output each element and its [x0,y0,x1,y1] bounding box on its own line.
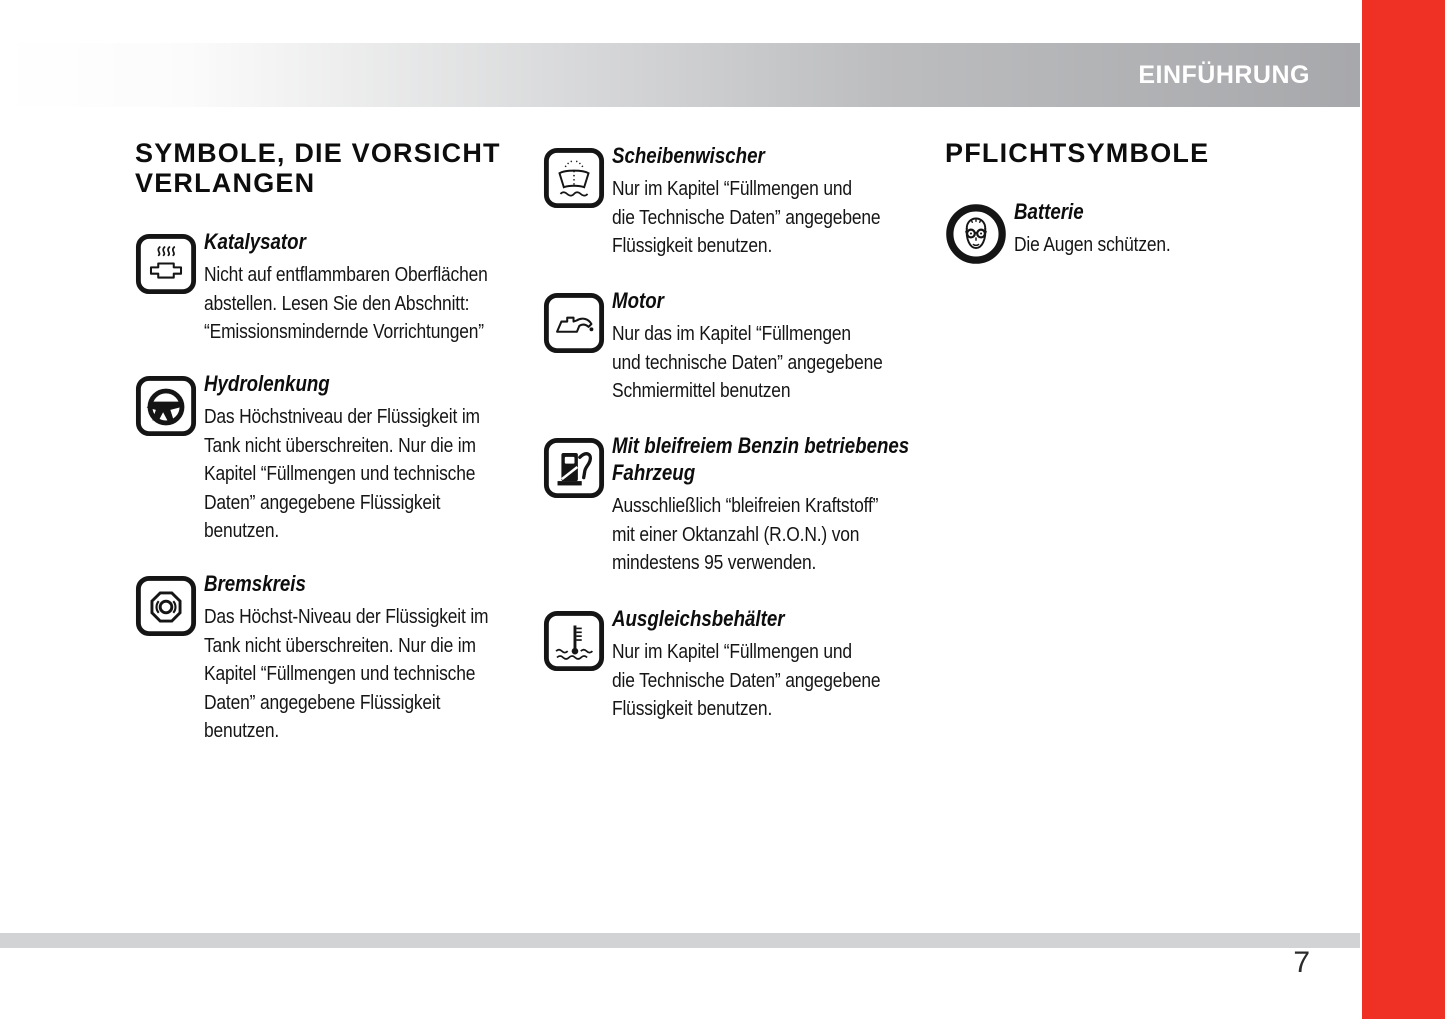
eye-protection-icon [945,203,1007,265]
item-body: Nur im Kapitel “Füllmengen und die Technische Daten” angegebene Flüssigkeit benutzen. [612,177,881,257]
list-item [543,287,1042,406]
list-item [945,198,1444,265]
item-body: Die Augen schützen. [1014,233,1171,256]
catalytic-converter-icon [135,233,197,295]
item-title: Ausgleichsbehälter [612,606,785,631]
item-body: Nur im Kapitel “Füllmengen und die Technische Daten” angegebene Flüssigkeit benutzen. [612,640,881,720]
steering-wheel-icon [135,375,197,437]
caution-symbols-column [135,138,520,742]
mandatory-section-heading: PFLICHTSYMBOLE [945,138,1210,168]
mandatory-symbols-column [945,138,1340,256]
item-title: Scheibenwischer [612,143,765,168]
item-title: Katalysator [204,229,306,254]
brake-circuit-icon [135,575,197,637]
chapter-title: EINFÜHRUNG [1138,60,1310,89]
item-title: Bremskreis [204,571,306,596]
oil-can-icon [543,292,605,354]
item-body: Das Höchst-Niveau der Flüssigkeit im Tank nicht überschreiten. Nur die im Kapitel “Füllmengen und technische Daten” angegebene Flüssigkeit benutzen. [204,605,489,742]
list-item [543,432,1042,578]
item-body: Ausschließlich “bleifreien Kraftstoff” mit einer Oktanzahl (R.O.N.) von mindestens 95 verwenden. [612,494,879,574]
chapter-header-bar [0,43,1360,107]
item-title: Hydrolenkung [204,371,330,396]
item-body: Das Höchstniveau der Flüssigkeit im Tank nicht überschreiten. Nur die im Kapitel “Füllmengen und technische Daten” angegebene Flüssigkeit benutzen. [204,405,480,542]
fuel-pump-icon [543,437,605,499]
item-title: Motor [612,288,664,313]
item-body: Nur das im Kapitel “Füllmengen und technische Daten” angegebene Schmiermittel benutzen [612,322,883,402]
windshield-washer-icon [543,147,605,209]
page-edge-red-bar [1362,0,1445,1019]
item-body: Nicht auf entflammbaren Oberflächen abstellen. Lesen Sie den Abschnitt: “Emissionsmindernde Vorrichtungen” [204,263,488,343]
caution-section-heading: SYMBOLE, DIE VORSICHT VERLANGEN [135,138,501,198]
list-item [543,605,1042,724]
item-title: Batterie [1014,199,1084,224]
expansion-tank-icon [543,610,605,672]
item-title: Mit bleifreiem Benzin betriebenes Fahrzeug [612,433,910,485]
page-number: 7 [1293,946,1310,979]
